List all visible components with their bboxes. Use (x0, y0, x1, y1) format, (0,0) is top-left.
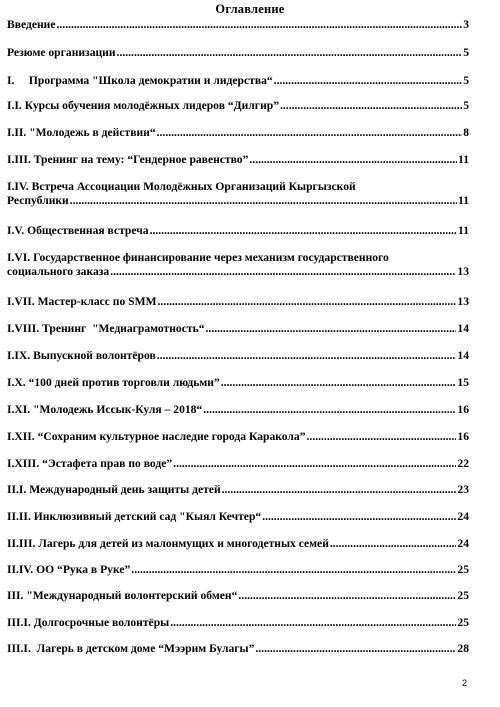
toc-entry-page: 25 (457, 616, 469, 629)
toc-title: Оглавление (215, 2, 285, 16)
dot-leader (222, 483, 457, 497)
toc-entry-page: 13 (457, 295, 469, 308)
dot-leader (203, 403, 456, 417)
toc-entry-title: I.X. “100 дней против торговли людьми” (7, 376, 220, 389)
toc-entry-page: 11 (458, 194, 469, 207)
toc-entry-title: I.XII. “Сохраним культурное наследие города Каракола” (7, 430, 306, 443)
toc-entry[interactable] (7, 153, 469, 167)
toc-entry[interactable] (7, 46, 469, 60)
toc-entry[interactable] (7, 430, 469, 444)
toc-entry[interactable] (7, 563, 469, 577)
dot-leader (330, 537, 457, 551)
toc-entry-title: III.I. Долгосрочные волонтёры (7, 616, 170, 629)
dot-leader (158, 295, 457, 309)
toc-entry-title: I.VIII. Тренинг "Медиаграмотность“ (7, 322, 205, 335)
dot-leader (280, 99, 462, 113)
toc-entry-title: Введение (7, 18, 56, 31)
dot-leader (117, 46, 463, 60)
toc-entry[interactable] (7, 376, 469, 390)
toc-entry[interactable] (7, 537, 469, 551)
toc-entry-page: 11 (458, 153, 469, 166)
toc-entry-title: Республики (7, 194, 69, 207)
toc-entry[interactable] (7, 510, 469, 524)
toc-entry-title: II.IV. ОО “Рука в Руке” (7, 563, 131, 576)
toc-entry-title: социального заказа (7, 265, 110, 278)
toc-entry-title: I. Программа "Школа демократии и лидерства“ (7, 74, 273, 87)
toc-entry-page: 15 (457, 376, 469, 389)
toc-entry-page: 25 (457, 589, 469, 602)
dot-leader (238, 589, 456, 603)
dot-leader (206, 322, 457, 336)
toc-entry-page: 16 (457, 430, 469, 443)
dot-leader (173, 457, 456, 471)
dot-leader (150, 224, 457, 238)
toc-entry-page: 22 (457, 457, 469, 470)
toc-entry-page: 5 (463, 46, 469, 59)
dot-leader (110, 265, 456, 279)
dot-leader (70, 194, 457, 208)
page-number: 2 (461, 678, 467, 688)
toc-entry[interactable] (7, 642, 469, 656)
toc-entry-page: 28 (457, 642, 469, 655)
dot-leader (170, 616, 456, 630)
dot-leader (157, 349, 457, 363)
toc-entry-page: 23 (457, 483, 469, 496)
toc-entry-page: 8 (463, 126, 469, 139)
toc-entry[interactable] (7, 126, 469, 140)
toc-entry-title: II.I. Международный день защиты детей (7, 483, 221, 496)
toc-entry[interactable] (7, 224, 469, 238)
toc-entry-title: I.XIII. “Эстафета прав по воде” (7, 457, 173, 470)
dot-leader (157, 126, 463, 140)
toc-entry-title: III. "Международный волонтерский обмен“ (7, 589, 238, 602)
toc-entry-title: I.IX. Выпускной волонтёров (7, 349, 156, 362)
dot-leader (274, 74, 463, 88)
toc-entry[interactable] (7, 251, 469, 279)
dot-leader (307, 430, 457, 444)
toc-entry-page: 16 (457, 403, 469, 416)
toc-entry[interactable] (7, 457, 469, 471)
toc-entry-page: 24 (457, 537, 469, 550)
toc-entry-page: 5 (463, 74, 469, 87)
toc-entry-page: 14 (457, 322, 469, 335)
toc-entry[interactable] (7, 483, 469, 497)
toc-entry-page: 24 (457, 510, 469, 523)
toc-entry-page: 5 (463, 99, 469, 112)
toc-entry[interactable] (7, 295, 469, 309)
dot-leader (57, 18, 463, 32)
toc-entry-title: I.V. Общественная встреча (7, 224, 149, 237)
dot-leader (255, 642, 456, 656)
toc-entry-title: II.II. Инклюзивный детский сад "Кыял Кечтер“ (7, 510, 262, 523)
toc-entry-page: 14 (457, 349, 469, 362)
toc-entry-title: III.I. Лагерь в детском доме “Мээрим Булагы” (7, 642, 255, 655)
toc-entry[interactable] (7, 99, 469, 113)
toc-entry[interactable] (7, 349, 469, 363)
toc-entry-page: 11 (458, 224, 469, 237)
toc-entry-title: I.VII. Мастер-класс по SMM (7, 295, 157, 308)
dot-leader (249, 153, 457, 167)
toc-entry[interactable] (7, 322, 469, 336)
dot-leader (221, 376, 457, 390)
toc-entry-title-line1: I.IV. Встреча Ассоциации Молодёжных Организаций Кыргызской (7, 180, 356, 193)
toc-entry[interactable] (7, 589, 469, 603)
toc-entry[interactable] (7, 18, 469, 32)
toc-entry-title-line1: I.VI. Государственное финансирование через механизм государственного (7, 251, 389, 264)
toc-entry-page: 25 (457, 563, 469, 576)
toc-entry-title: I.I. Курсы обучения молодёжных лидеров “Дилгир” (7, 99, 279, 112)
dot-leader (131, 563, 456, 577)
toc-entry[interactable] (7, 180, 469, 208)
toc-entry[interactable] (7, 403, 469, 417)
dot-leader (262, 510, 456, 524)
toc-entry-title: I.II. "Молодежь в действии“ (7, 126, 156, 139)
toc-entry-title: II.III. Лагерь для детей из малонмущих и многодетных семей (7, 537, 329, 550)
toc-entry-page: 13 (457, 265, 469, 278)
toc-entry[interactable] (7, 616, 469, 630)
toc-entry-title: Резюме организации (7, 46, 116, 59)
toc-entry-title: I.III. Тренинг на тему: “Гендерное равенство” (7, 153, 249, 166)
toc-entry-title: I.XI. "Молодежь Иссык-Куля – 2018“ (7, 403, 203, 416)
toc-entry-page: 3 (463, 18, 469, 31)
toc-entry[interactable] (7, 74, 469, 88)
